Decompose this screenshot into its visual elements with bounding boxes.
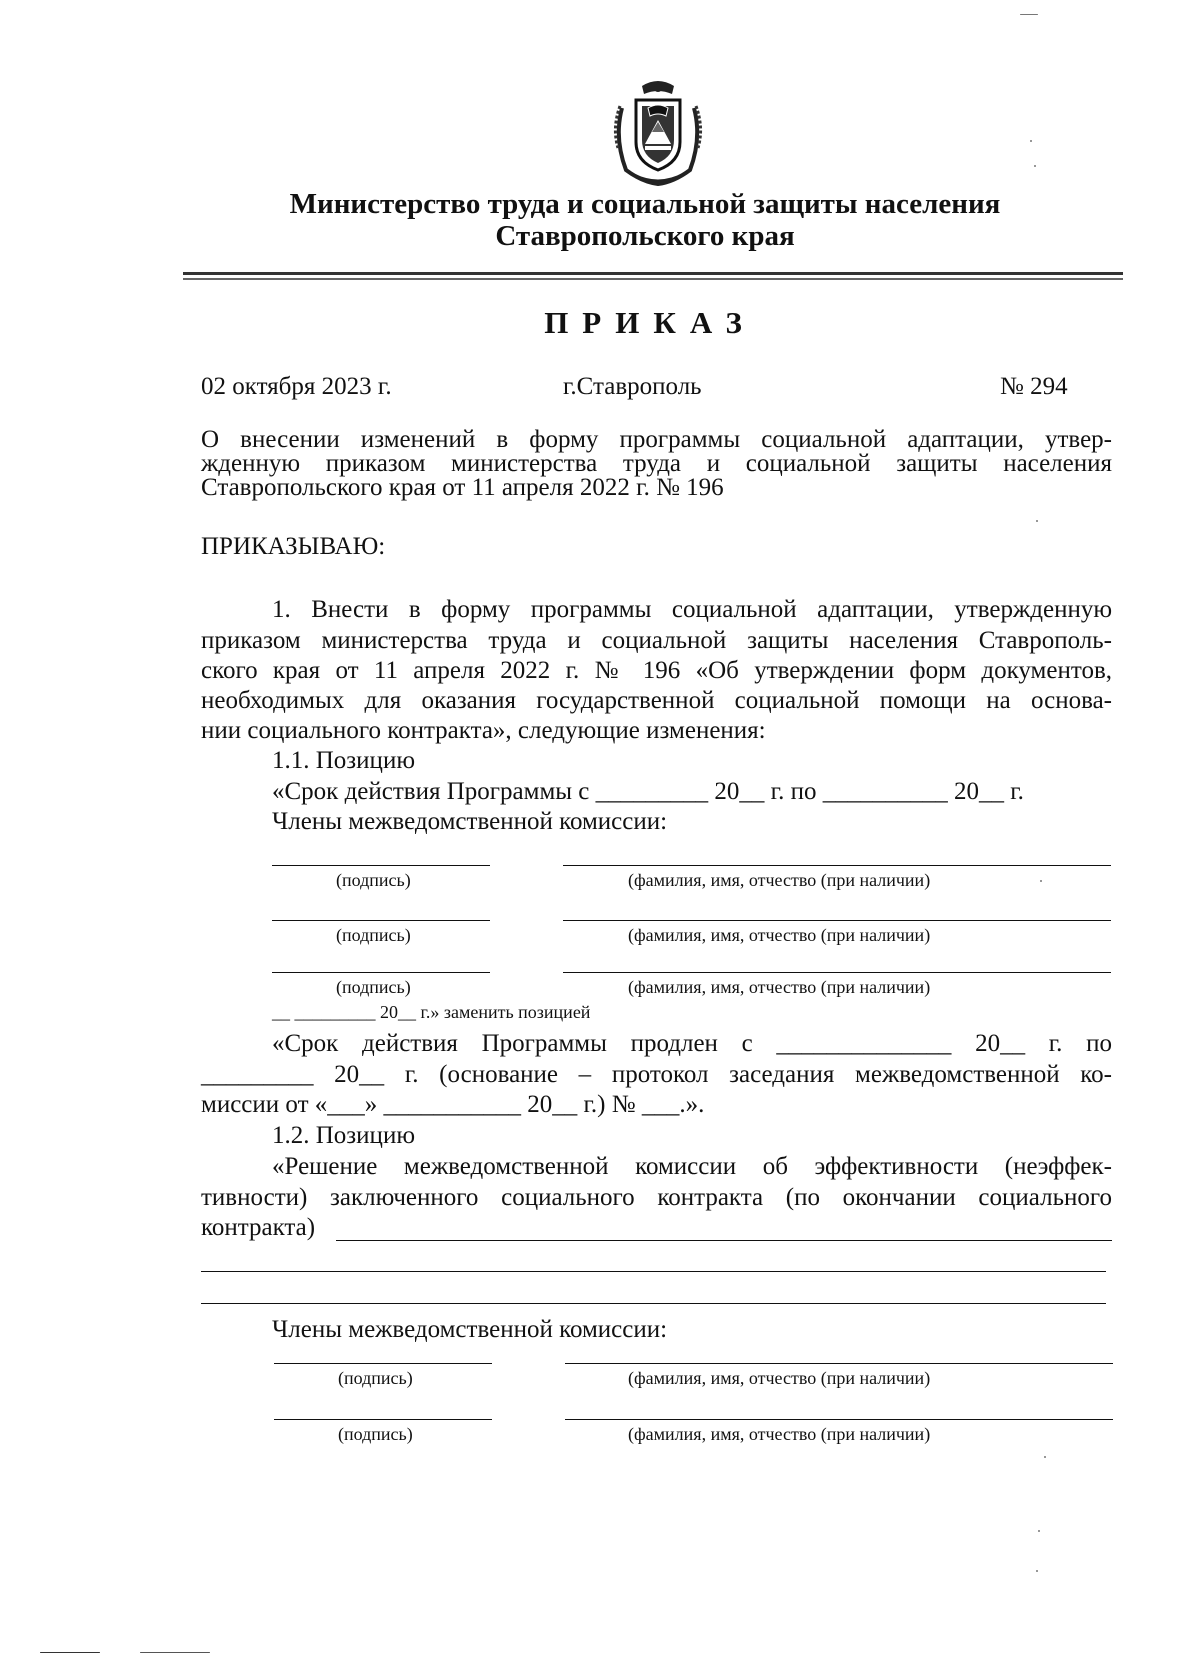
replace-line: __ _________ 20__ г.» заменить позицией (272, 1002, 591, 1022)
item11-new-line1: «Срок действия Программы продлен с ______________ 20__ г. по (272, 1030, 1112, 1057)
decision-line (201, 1271, 1106, 1272)
fio-caption: (фамилия, имя, отчество (при наличии) (628, 870, 931, 890)
name-line (565, 1363, 1113, 1364)
name-line (563, 865, 1111, 866)
fio-caption: (фамилия, имя, отчество (при наличии) (628, 1368, 931, 1388)
item11-new-line3: миссии от «___» ___________ 20__ г.) № ___.». (201, 1091, 705, 1118)
item12-line3: контракта) (201, 1214, 316, 1241)
fio-caption: (фамилия, имя, отчество (при наличии) (628, 925, 931, 945)
scan-artifact (1036, 1570, 1038, 1572)
coat-of-arms-emblem (612, 78, 704, 188)
item12-members: Члены межведомственной комиссии: (272, 1316, 668, 1343)
signature-caption: (подпись) (338, 1368, 413, 1388)
scan-artifact (1020, 14, 1038, 15)
item12-heading: 1.2. Позицию (272, 1122, 415, 1149)
signature-line (272, 972, 490, 973)
org-name-line1: Министерство труда и социальной защиты населения (289, 188, 1001, 220)
order-date: 02 октября 2023 г. (201, 373, 392, 400)
document-title: ПРИКАЗ (544, 305, 756, 340)
fio-caption: (фамилия, имя, отчество (при наличии) (628, 977, 931, 997)
signature-caption: (подпись) (336, 977, 411, 997)
signature-line (272, 920, 490, 921)
signature-line (272, 865, 490, 866)
subject-line3: Ставропольского края от 11 апреля 2022 г. № 196 (201, 474, 724, 501)
name-line (565, 1419, 1113, 1420)
signature-caption: (подпись) (338, 1424, 413, 1444)
scan-artifact (1036, 520, 1038, 522)
item11-members: Члены межведомственной комиссии: (272, 808, 668, 835)
item11-heading: 1.1. Позицию (272, 747, 415, 774)
scan-artifact (140, 1652, 210, 1653)
scan-artifact (1040, 880, 1042, 882)
scan-artifact (40, 1652, 100, 1653)
item11-term-line: «Срок действия Программы с _________ 20__ г. по __________ 20__ г. (272, 778, 1024, 805)
subject-line1: О внесении изменений в форму программы социальной адаптации, утвер- (201, 426, 1112, 453)
decision-line (201, 1303, 1106, 1304)
scan-artifact (1038, 1530, 1040, 1532)
para1-line2: приказом министерства труда и социальной защиты населения Ставрополь- (201, 627, 1112, 654)
scan-artifact (1030, 140, 1032, 142)
order-word: ПРИКАЗЫВАЮ: (201, 533, 386, 560)
decision-line (336, 1240, 1112, 1241)
signature-line (274, 1363, 492, 1364)
scan-artifact (1034, 165, 1036, 167)
signature-caption: (подпись) (336, 925, 411, 945)
para1-line1: 1. Внести в форму программы социальной адаптации, утвержденную (272, 596, 1112, 623)
header-rule-bottom (183, 278, 1123, 280)
order-city: г.Ставрополь (563, 373, 702, 400)
para1-line4: необходимых для оказания государственной социальной помощи на основа- (201, 687, 1112, 714)
name-line (563, 972, 1111, 973)
para1-line5: нии социального контракта», следующие изменения: (201, 717, 766, 744)
item12-line1: «Решение межведомственной комиссии об эффективности (неэффек- (272, 1153, 1112, 1180)
item12-line2: тивности) заключенного социального контракта (по окончании социального (201, 1184, 1112, 1211)
header-rule-top (183, 272, 1123, 275)
name-line (563, 920, 1111, 921)
org-name-line2: Ставропольского края (495, 220, 795, 252)
fio-caption: (фамилия, имя, отчество (при наличии) (628, 1424, 931, 1444)
order-number: № 294 (1000, 373, 1068, 400)
item11-new-line2: _________ 20__ г. (основание – протокол заседания межведомственной ко- (201, 1061, 1112, 1088)
signature-line (274, 1419, 492, 1420)
scan-artifact (1044, 1456, 1046, 1458)
signature-caption: (подпись) (336, 870, 411, 890)
subject-line2: жденную приказом министерства труда и социальной защиты населения (201, 450, 1112, 477)
para1-line3: ского края от 11 апреля 2022 г. № 196 «Об утверждении форм документов, (201, 657, 1112, 684)
